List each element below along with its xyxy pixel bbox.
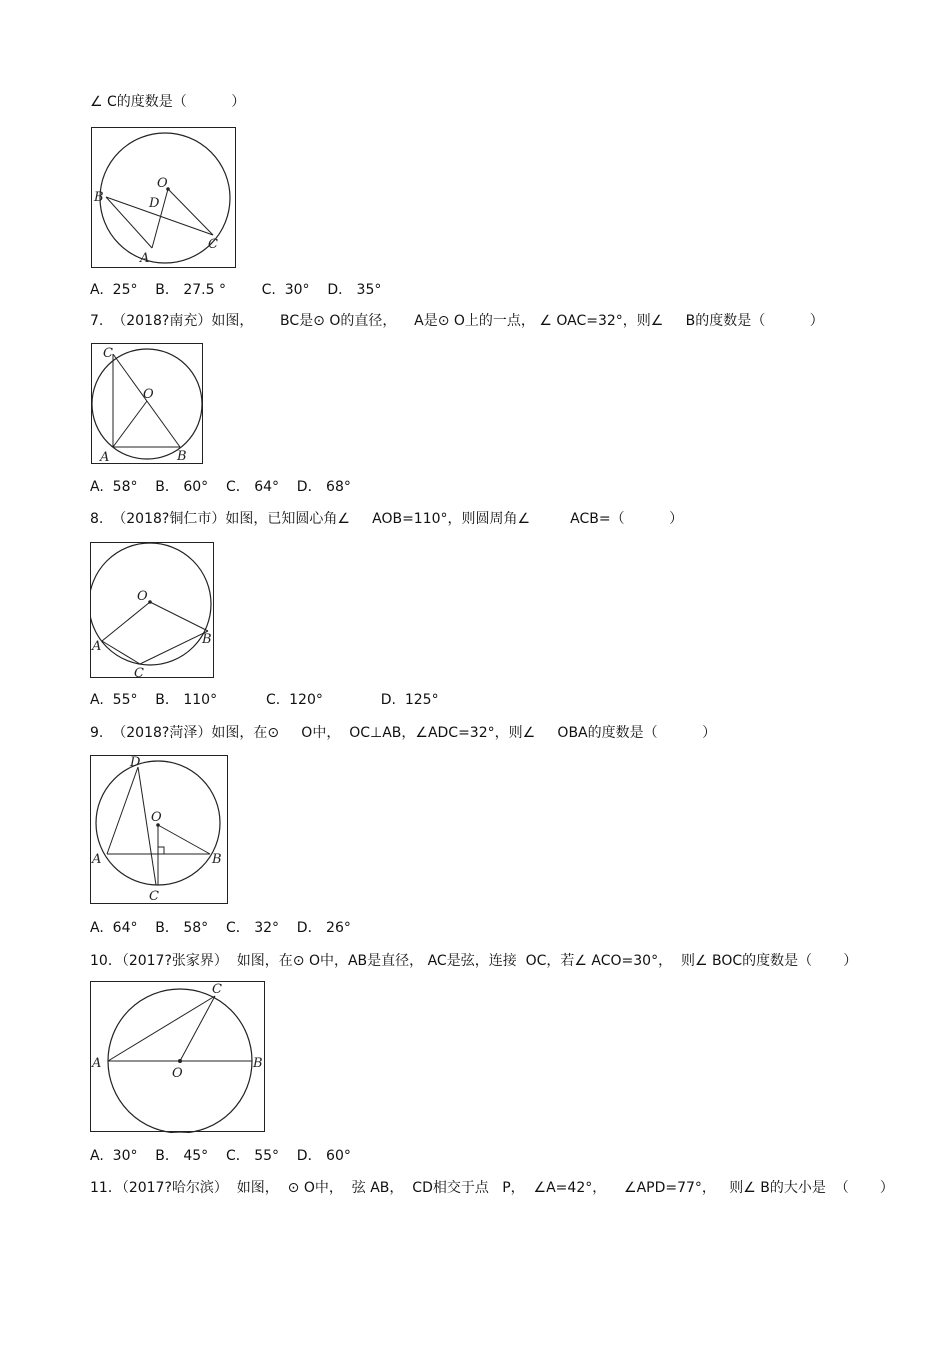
q10-chord-ac bbox=[108, 996, 215, 1061]
q8-chord-ac bbox=[102, 641, 140, 664]
q10-label-o: O bbox=[172, 1066, 183, 1081]
q9-label-c: C bbox=[149, 889, 159, 904]
q10-center-dot bbox=[178, 1059, 182, 1063]
q6-figure bbox=[91, 127, 237, 269]
q6-label-c: C bbox=[208, 237, 218, 252]
q8-radius-ob bbox=[150, 602, 208, 631]
q10-label-b: B bbox=[253, 1056, 263, 1071]
q6-segment-oc bbox=[168, 189, 213, 235]
q7-label-b: B bbox=[177, 449, 187, 464]
q10-label-c: C bbox=[212, 982, 222, 997]
q9-frame bbox=[91, 756, 228, 904]
q8-label-a: A bbox=[92, 639, 102, 654]
q10-radius-oc bbox=[180, 996, 215, 1061]
q7-figure bbox=[91, 343, 204, 465]
q10-question-stem: 10．（2017?张家界） 如图，在⊙ O中，AB是直径， AC是弦，连接 OC，若∠ ACO=30°， 则∠ BOC的度数是（ ） bbox=[90, 953, 858, 969]
q6-label-d: D bbox=[149, 196, 160, 211]
q8-center-dot bbox=[148, 600, 152, 604]
q8-chord-cb bbox=[140, 631, 208, 664]
q7-circle bbox=[92, 349, 202, 459]
q6-label-b: B bbox=[94, 190, 104, 205]
q11-question-stem: 11．（2017?哈尔滨） 如图， ⊙ O中， 弦 AB， CD相交于点 P， ∠A=42°， ∠APD=77°， 则∠ B的大小是 （ ） bbox=[90, 1180, 894, 1196]
q7-label-c: C bbox=[103, 346, 113, 361]
q6-options: A. 25° B． 27.5 ° C. 30° D． 35° bbox=[90, 282, 382, 298]
q7-label-a: A bbox=[100, 450, 110, 465]
q8-label-o: O bbox=[137, 589, 148, 604]
q9-question-stem: 9. （2018?菏泽）如图，在⊙ O中， OC⊥AB，∠ADC=32°，则∠ OBA的度数是（ ） bbox=[90, 725, 717, 741]
q7-label-o: O bbox=[143, 387, 154, 402]
q9-label-a: A bbox=[92, 852, 102, 867]
q8-options: A. 55° B． 110° C. 120° D. 125° bbox=[90, 692, 439, 708]
q9-label-b: B bbox=[212, 852, 222, 867]
q6-chord-bc bbox=[106, 197, 213, 235]
q7-options: A. 58° B． 60° C． 64° D． 68° bbox=[90, 479, 351, 495]
q8-label-c: C bbox=[134, 666, 144, 679]
q7-frame bbox=[92, 344, 203, 464]
q8-question-stem: 8. （2018?铜仁市）如图，已知圆心角∠ AOB=110°，则圆周角∠ ACB=（ ） bbox=[90, 511, 684, 527]
q7-segment-ao bbox=[113, 401, 147, 447]
q8-label-b: B bbox=[202, 632, 212, 647]
q9-chord-ad bbox=[107, 767, 138, 854]
q9-label-d: D bbox=[130, 755, 141, 770]
q10-options: A. 30° B． 45° C． 55° D． 60° bbox=[90, 1148, 351, 1164]
q9-right-angle-mark bbox=[158, 847, 164, 854]
q9-figure bbox=[90, 755, 230, 907]
q10-frame bbox=[91, 982, 265, 1132]
q9-options: A. 64° B． 58° C． 32° D． 26° bbox=[90, 920, 351, 936]
q9-chord-dc bbox=[138, 767, 156, 885]
q7-question-stem: 7. （2018?南充）如图， BC是⊙ O的直径， A是⊙ O上的一点， ∠ OAC=32°，则∠ B的度数是（ ） bbox=[90, 313, 824, 329]
q6-question-tail: ∠ C的度数是（ ） bbox=[90, 94, 246, 110]
q6-label-o: O bbox=[157, 176, 168, 191]
q8-radius-oa bbox=[102, 602, 150, 641]
q8-circle bbox=[90, 543, 211, 665]
q9-segment-ob bbox=[158, 825, 210, 854]
q10-label-a: A bbox=[92, 1056, 102, 1071]
q9-label-o: O bbox=[151, 810, 162, 825]
q8-figure bbox=[90, 542, 215, 679]
q10-figure bbox=[90, 981, 266, 1133]
q6-label-a: A bbox=[140, 251, 150, 266]
